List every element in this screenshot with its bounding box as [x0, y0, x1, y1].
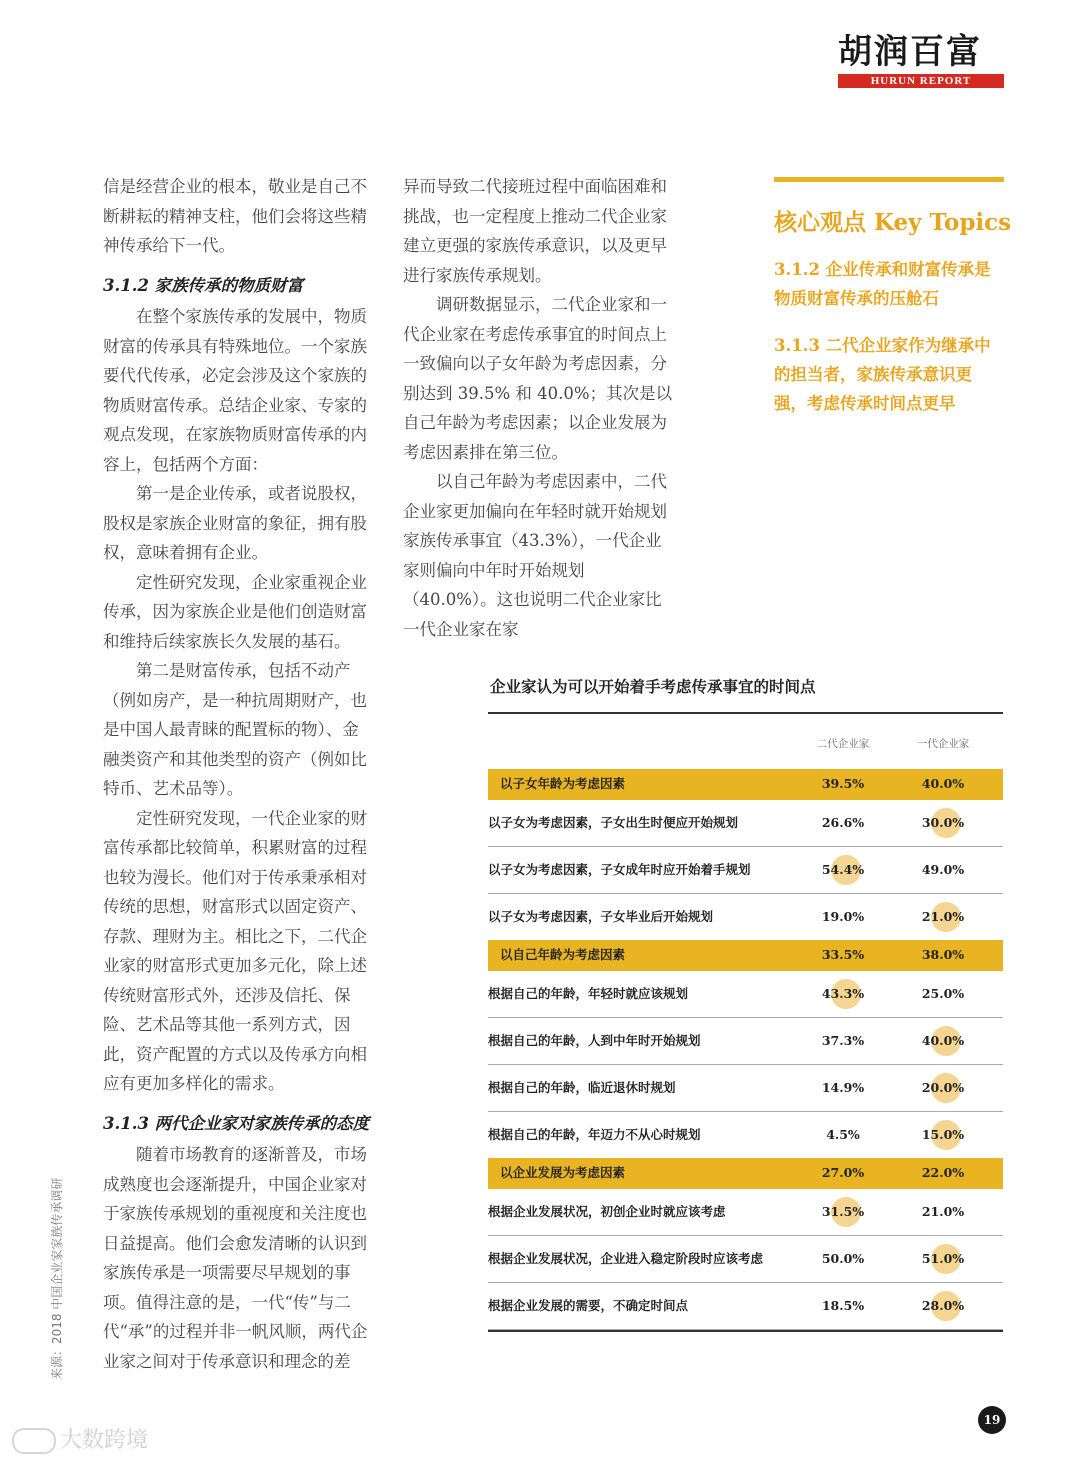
table-bottom-rule [488, 1330, 1003, 1332]
watermark-logo-icon [12, 1428, 56, 1454]
row-label: 根据自己的年龄，临近退休时规划 [488, 1080, 676, 1095]
key-topics-bar [774, 177, 1004, 182]
key-topics-box [774, 177, 1012, 418]
section-heading: 3.1.2 家族传承的物质财富 [103, 275, 304, 295]
first-gen-value: 30.0% [903, 800, 983, 846]
first-gen-value: 21.0% [921, 1204, 965, 1219]
row-label: 根据企业发展状况，初创企业时就应该考虑 [488, 1204, 726, 1219]
first-gen-value: 51.0% [903, 1236, 983, 1282]
watermark [12, 1423, 148, 1454]
first-gen-value: 15.0% [903, 1112, 983, 1158]
key-topic-item: 3.1.3 二代企业家作为继承中的担当者，家族传承意识更强，考虑传承时间点更早 [774, 336, 991, 413]
first-gen-value: 40.0% [921, 776, 965, 791]
key-topics-title: 核心观点 Key Topics [774, 209, 1012, 236]
paragraph: 调研数据显示，二代企业家和一代企业家在考虑传承事宜的时间点上一致偏向以子女年龄为考虑因素，分别达到 39.5% 和 40.0%；其次是以自己年龄为考虑因素；以企业发展为考虑因素排在第三位。 [403, 295, 673, 462]
second-gen-value: 27.0% [821, 1165, 865, 1180]
table-row [488, 971, 1003, 1018]
table-title: 企业家认为可以开始着手考虑传承事宜的时间点 [490, 677, 816, 696]
table-category-row [488, 769, 1003, 800]
table-row [488, 847, 1003, 894]
second-gen-value: 39.5% [821, 776, 865, 791]
paragraph: 异而导致二代接班过程中面临困难和挑战，也一定程度上推动二代企业家建立更强的家族传承意识，以及更早进行家族传承规划。 [403, 177, 667, 285]
first-gen-value: 49.0% [921, 862, 965, 877]
table-category-row [488, 1158, 1003, 1189]
row-label: 以子女年龄为考虑因素 [500, 776, 626, 791]
watermark-text: 大数跨境 [60, 1428, 149, 1453]
logo-english: HURUN REPORT [838, 74, 1004, 88]
column-header-second-gen: 二代企业家 [816, 738, 870, 750]
table-row [488, 800, 1003, 847]
timing-table [488, 672, 1003, 1332]
row-label: 根据自己的年龄，年迈力不从心时规划 [488, 1127, 701, 1142]
page-number: 19 [978, 1406, 1006, 1434]
table-row [488, 1189, 1003, 1236]
paragraph: 定性研究发现，企业家重视企业传承，因为家族企业是他们创造财富和维持后续家族长久发展的基石。 [103, 572, 367, 651]
row-label: 根据企业发展状况，企业进入稳定阶段时应该考虑 [488, 1251, 764, 1266]
second-gen-value: 33.5% [821, 947, 865, 962]
first-gen-value: 28.0% [903, 1283, 983, 1329]
first-gen-value: 38.0% [921, 947, 965, 962]
table-row [488, 1236, 1003, 1283]
second-gen-value: 54.4% [803, 847, 883, 893]
row-label: 以企业发展为考虑因素 [500, 1165, 626, 1180]
column-header-first-gen: 一代企业家 [916, 738, 970, 750]
paragraph: 信是经营企业的根本，敬业是自己不断耕耘的精神支柱，他们会将这些精神传承给下一代。 [103, 177, 367, 255]
table-row [488, 1018, 1003, 1065]
source-note: 来源：2018 中国企业家家族传承调研 [50, 1177, 64, 1380]
text-column-left [103, 172, 375, 1376]
table-row [488, 1065, 1003, 1112]
second-gen-value: 18.5% [821, 1298, 865, 1313]
row-label: 以子女为考虑因素，子女成年时应开始着手规划 [488, 862, 751, 877]
second-gen-value: 31.5% [803, 1189, 883, 1235]
first-gen-value: 21.0% [903, 894, 983, 940]
paragraph: 随着市场教育的逐渐普及，市场成熟度也会逐渐提升，中国企业家对于家族传承规划的重视度和关注度也日益提高。他们会愈发清晰的认识到家族传承是一项需要尽早规划的事项。值得注意的是，一代“传”与二代“承”的过程并非一帆风顺，两代企业家之间对于传承意识和理念的差 [103, 1145, 368, 1371]
first-gen-value: 40.0% [903, 1018, 983, 1064]
paragraph: 第一是企业传承，或者说股权，股权是家族企业财富的象征，拥有股权，意味着拥有企业。 [103, 484, 367, 562]
row-label: 以自己年龄为考虑因素 [500, 947, 626, 962]
row-label: 根据自己的年龄，人到中年时开始规划 [488, 1033, 701, 1048]
first-gen-value: 22.0% [921, 1165, 965, 1180]
first-gen-value: 20.0% [903, 1065, 983, 1111]
table-row [488, 1283, 1003, 1330]
second-gen-value: 50.0% [821, 1251, 865, 1266]
table-row [488, 1112, 1003, 1159]
second-gen-value: 19.0% [821, 909, 865, 924]
key-topic-item: 3.1.2 企业传承和财富传承是物质财富传承的压舱石 [774, 260, 991, 308]
table-row [488, 894, 1003, 941]
paragraph: 定性研究发现，一代企业家的财富传承都比较简单，积累财富的过程也较为漫长。他们对于传承秉承相对传统的思想，财富形式以固定资产、存款、理财为主。相比之下，二代企业家的财富形式更加多元化，除上述传统财富形式外，还涉及信托、保险、艺术品等其他一系列方式，因此，资产配置的方式以及传承方向相应有更加多样化的需求。 [103, 808, 367, 1093]
second-gen-value: 14.9% [821, 1080, 865, 1095]
row-label: 以子女为考虑因素，子女出生时便应开始规划 [488, 815, 739, 830]
table-category-row [488, 940, 1003, 971]
table-header [488, 714, 1003, 770]
table-body [488, 769, 1003, 1330]
second-gen-value: 37.3% [821, 1033, 865, 1048]
hurun-logo [838, 30, 1004, 90]
row-label: 根据自己的年龄，年轻时就应该规划 [488, 986, 689, 1001]
row-label: 根据企业发展的需要，不确定时间点 [488, 1298, 689, 1313]
logo-chinese: 胡润百富 [838, 32, 982, 72]
section-heading: 3.1.3 两代企业家对家族传承的态度 [103, 1113, 370, 1133]
paragraph: 在整个家族传承的发展中，物质财富的传承具有特殊地位。一个家族要代代传承，必定会涉及这个家族的物质财富传承。总结企业家、专家的观点发现，在家族物质财富传承的内容上，包括两个方面： [103, 307, 367, 474]
second-gen-value: 26.6% [821, 815, 865, 830]
first-gen-value: 25.0% [921, 986, 965, 1001]
paragraph: 以自己年龄为考虑因素中，二代企业家更加偏向在年轻时就开始规划家族传承事宜（43.3%），一代企业家则偏向中年时开始规划（40.0%）。这也说明二代企业家比一代企业家在家 [403, 472, 667, 639]
paragraph: 第二是财富传承，包括不动产（例如房产，是一种抗周期财产，也是中国人最青睐的配置标的物）、金融类资产和其他类型的资产（例如比特币、艺术品等）。 [103, 661, 367, 798]
second-gen-value: 4.5% [826, 1127, 860, 1142]
text-column-middle [403, 172, 675, 644]
row-label: 以子女为考虑因素，子女毕业后开始规划 [488, 909, 714, 924]
second-gen-value: 43.3% [803, 971, 883, 1017]
